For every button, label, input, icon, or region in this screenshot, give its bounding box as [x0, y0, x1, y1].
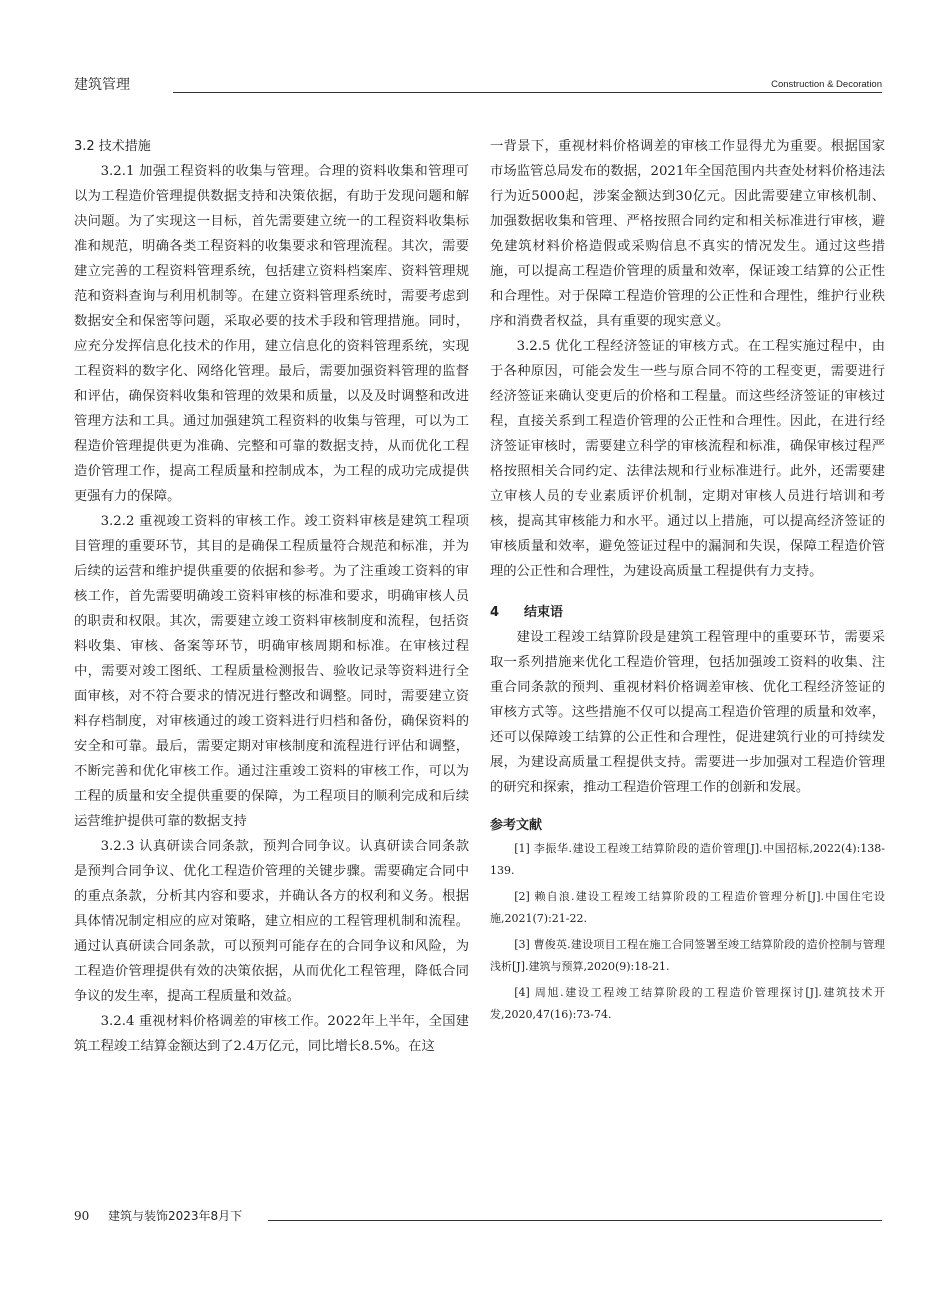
running-header-section: 建筑管理: [74, 77, 130, 93]
conclusion-paragraph: 建设工程竣工结算阶段是建筑工程管理中的重要环节，需要采取一系列措施来优化工程造价管理，包括加强竣工资料的收集、注重合同条款的预判、重视材料价格调差审核、优化工程经济签证的审核方式等。这些措施不仅可以提高工程造价管理的质量和效率，还可以保障竣工结算的公正性和合理性，促进建筑行业的可持续发展，为建设高质量工程提供支持。需要进一步加强对工程造价管理的研究和探索，推动工程造价管理工作的创新和发展。: [490, 630, 885, 795]
paragraph-3-2-3: 3.2.3 认真研读合同条款，预判合同争议。认真研读合同条款是预判合同争议、优化工程造价管理的关键步骤。需要确定合同中的重点条款，分析其内容和要求，并确认各方的权利和义务。根据具体情况制定相应的应对策略，建立相应的工程管理机制和流程。通过认真研读合同条款，可以预判可能存在的合同争议和风险，为工程造价管理提供有效的决策依据，从而优化工程管理，降低合同争议的发生率，提高工程质量和效益。: [74, 839, 469, 1004]
conclusion-title: 结束语: [524, 605, 564, 620]
page-footer: [74, 1207, 242, 1224]
reference-item: [4] 周旭.建设工程竣工结算阶段的工程造价管理探讨[J].建筑技术开发,2020,47(16):73-74.: [490, 986, 885, 1021]
page-number: 90: [74, 1209, 90, 1223]
references-heading: 参考文献: [490, 818, 543, 833]
reference-item: [1] 李振华.建设工程竣工结算阶段的造价管理[J].中国招标,2022(4):138-139.: [490, 842, 885, 877]
reference-item: [3] 曹俊英.建设项目工程在施工合同签署至竣工结算阶段的造价控制与管理浅析[J].建筑与预算,2020(9):18-21.: [490, 938, 885, 973]
paragraph-3-2-4-continued: 一背景下，重视材料价格调差的审核工作显得尤为重要。根据国家市场监管总局发布的数据，2021年全国范围内共查处材料价格违法行为近5000起，涉案金额达到30亿元。因此需要建立审核机制、加强数据收集和管理、严格按照合同约定和相关标准进行审核，避免建筑材料价格造假或采购信息不真实的情况发生。通过这些措施，可以提高工程造价管理的质量和效率，保证竣工结算的公正性和合理性。对于保障工程造价管理的公正性和合理性，维护行业秩序和消费者权益，具有重要的现实意义。: [490, 139, 885, 329]
reference-item: [2] 赖自浪.建设工程竣工结算阶段的工程造价管理分析[J].中国住宅设施,2021(7):21-22.: [490, 890, 885, 925]
footer-rule: [268, 1220, 882, 1221]
section-heading-3-2: 3.2 技术措施: [74, 139, 151, 154]
paragraph-3-2-4-start: 3.2.4 重视材料价格调差的审核工作。2022年上半年，全国建筑工程竣工结算金额达到了2.4万亿元，同比增长8.5%。在这: [74, 1014, 469, 1054]
paragraph-3-2-2: 3.2.2 重视竣工资料的审核工作。竣工资料审核是建筑工程项目管理的重要环节，其目的是确保工程质量符合规范和标准，并为后续的运营和维护提供重要的依据和参考。为了注重竣工资料的审核工作，首先需要明确竣工资料审核的标准和要求，明确审核人员的职责和权限。其次，需要建立竣工资料审核制度和流程，包括资料收集、审核、备案等环节，明确审核周期和标准。在审核过程中，需要对竣工图纸、工程质量检测报告、验收记录等资料进行全面审核，对不符合要求的情况进行整改和调整。同时，需要建立资料存档制度，对审核通过的竣工资料进行归档和备份，确保资料的安全和可靠。最后，需要定期对审核制度和流程进行评估和调整，不断完善和优化审核工作。通过注重竣工资料的审核工作，可以为工程的质量和安全提供重要的保障，为工程项目的顺利完成和后续运营维护提供可靠的数据支持: [74, 514, 469, 829]
right-column: [490, 134, 885, 1030]
conclusion-number: 4: [490, 605, 500, 620]
header-rule: [173, 92, 882, 93]
conclusion-heading: [490, 600, 885, 625]
running-header-journal: Construction & Decoration: [771, 79, 882, 90]
left-column: [74, 134, 469, 1059]
footer-journal-issue: 建筑与装饰2023年8月下: [108, 1209, 243, 1223]
paragraph-3-2-5: 3.2.5 优化工程经济签证的审核方式。在工程实施过程中，由于各种原因，可能会发生一些与原合同不符的工程变更，需要进行经济签证来确认变更后的价格和工程量。而这些经济签证的审核过程，直接关系到工程造价管理的公正性和合理性。因此，在进行经济签证审核时，需要建立科学的审核流程和标准，确保审核过程严格按照相关合同约定、法律法规和行业标准进行。此外，还需要建立审核人员的专业素质评价机制，定期对审核人员进行培训和考核，提高其审核能力和水平。通过以上措施，可以提高经济签证的审核质量和效率，避免签证过程中的漏洞和失误，保障工程造价管理的公正性和合理性，为建设高质量工程提供有力支持。: [490, 339, 885, 579]
paragraph-3-2-1: 3.2.1 加强工程资料的收集与管理。合理的资料收集和管理可以为工程造价管理提供数据支持和决策依据，有助于发现问题和解决问题。为了实现这一目标，首先需要建立统一的工程资料收集标准和规范，明确各类工程资料的收集要求和管理流程。其次，需要建立完善的工程资料管理系统，包括建立资料档案库、资料管理规范和资料查询与利用机制等。在建立资料管理系统时，需要考虑到数据安全和保密等问题，采取必要的技术手段和管理措施。同时，应充分发挥信息化技术的作用，建立信息化的资料管理系统，实现工程资料的数字化、网络化管理。最后，需要加强资料管理的监督和评估，确保资料收集和管理的效果和质量，以及及时调整和改进管理方法和工具。通过加强建筑工程资料的收集与管理，可以为工程造价管理提供更为准确、完整和可靠的数据支持，从而优化工程造价管理工作，提高工程质量和控制成本，为工程的成功完成提供更强有力的保障。: [74, 164, 469, 504]
